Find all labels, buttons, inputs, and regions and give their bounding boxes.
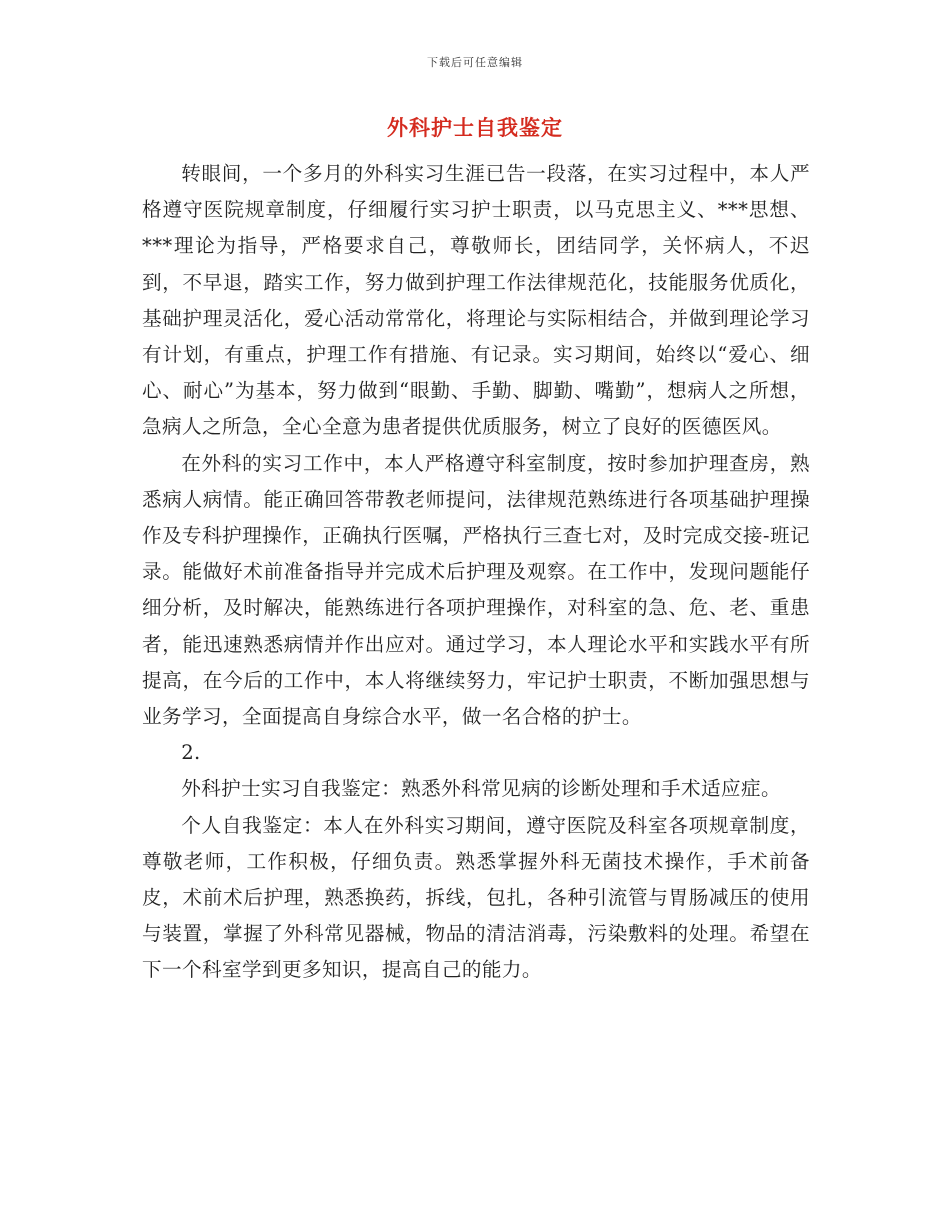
paragraph-5: 个人自我鉴定：本人在外科实习期间，遵守医院及科室各项规章制度，尊敬老师，工作积极，仔细负责。熟悉掌握外科无菌技术操作，手术前备皮，术前术后护理，熟悉换药，拆线，包扎，各种引流管与胃肠减压的使用与装置，掌握了外科常见器械，物品的清洁消毒，污染敷料的处理。希望在下一个科室学到更多知识，提高自己的能力。: [142, 813, 810, 982]
paragraph-4: 外科护士实习自我鉴定：熟悉外科常见病的诊断处理和手术适应症。: [181, 777, 781, 801]
header-note: 下载后可任意编辑: [427, 56, 523, 69]
paragraph-3: 2.: [181, 741, 201, 765]
document-body: [142, 156, 810, 989]
document-title: 外科护士自我鉴定: [387, 115, 563, 140]
paragraph-1: 转眼间，一个多月的外科实习生涯已告一段落，在实习过程中，本人严格遵守医院规章制度，仔细履行实习护士职责，以马克思主义、***思想、***理论为指导，严格要求自己，尊敬师长，团结同学，关怀病人，不迟到，不早退，踏实工作，努力做到护理工作法律规范化，技能服务优质化，基础护理灵活化，爱心活动常常化，将理论与实际相结合，并做到理论学习有计划，有重点，护理工作有措施、有记录。实习期间，始终以“爱心、细心、耐心”为基本，努力做到“眼勤、手勤、脚勤、嘴勤”，想病人之所想，急病人之所急，全心全意为患者提供优质服务，树立了良好的医德医风。: [142, 162, 810, 439]
paragraph-2: 在外科的实习工作中，本人严格遵守科室制度，按时参加护理查房，熟悉病人病情。能正确回答带教老师提问，法律规范熟练进行各项基础护理操作及专科护理操作，正确执行医嘱，严格执行三查七对，及时完成交接-班记录。能做好术前准备指导并完成术后护理及观察。在工作中，发现问题能仔细分析，及时解决，能熟练进行各项护理操作，对科室的急、危、老、重患者，能迅速熟悉病情并作出应对。通过学习，本人理论水平和实践水平有所提高，在今后的工作中，本人将继续努力，牢记护士职责，不断加强思想与业务学习，全面提高自身综合水平，做一名合格的护士。: [142, 451, 810, 729]
